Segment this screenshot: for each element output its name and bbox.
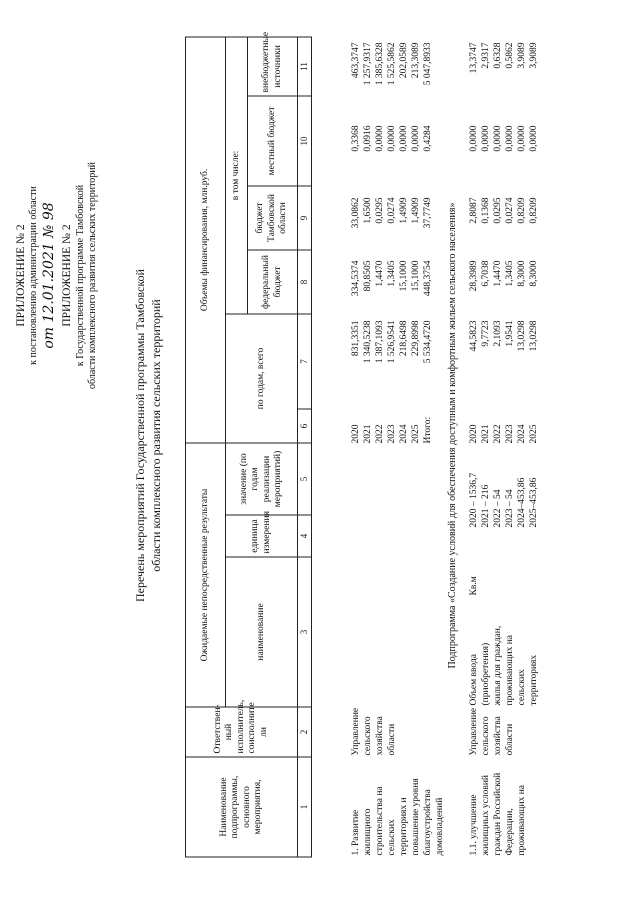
section1-executor	[350, 707, 398, 755]
text-line: сельского	[481, 715, 491, 755]
year-cell: 2021	[481, 424, 491, 443]
text-line: Управление	[351, 707, 361, 755]
value-cell: 44,5823	[469, 320, 479, 351]
value-cell: 0,0000	[493, 125, 503, 152]
text-line: жилищных условий	[481, 774, 491, 855]
subprogram-title: Подпрограмма «Создание условий для обеспечения доступным и комфортным жильем сельского населения»	[447, 202, 458, 668]
value-cell: 15,1000	[399, 260, 409, 291]
col-value-header: значение (по годам реализации мероприятий)	[226, 442, 298, 514]
section1-extra	[350, 42, 434, 100]
itogo-regional: 37,7749	[423, 197, 433, 228]
section1-local	[350, 125, 434, 170]
year-cell: 2021	[363, 424, 373, 443]
section11-unit: Кв.м	[469, 575, 479, 595]
col-number: 1	[298, 757, 312, 857]
value-cell: 2021 – 216	[481, 484, 491, 527]
text-line: благоустройства	[423, 788, 433, 855]
value-cell: 0,0000	[387, 125, 397, 152]
year-cell: 2024	[517, 424, 527, 443]
value-cell: 3,9089	[529, 42, 539, 69]
section11-result	[468, 625, 540, 705]
text-line: (приобретения)	[481, 642, 491, 705]
year-cell: 2025	[411, 424, 421, 443]
value-cell: 1 387,1093	[375, 320, 385, 363]
text-line: сельского	[363, 715, 373, 755]
annex-title: ПРИЛОЖЕНИЕ № 2	[15, 223, 27, 327]
value-cell: 13,0298	[529, 320, 539, 351]
value-cell: 13,0298	[517, 320, 527, 351]
section11-extra	[468, 42, 540, 100]
annex-title-2: ПРИЛОЖЕНИЕ № 2	[61, 223, 74, 327]
section11-values	[468, 472, 540, 527]
text-line: повышение уровня	[411, 777, 421, 855]
annex-ref: к постановлению администрации области	[28, 185, 40, 365]
col-number: 6	[298, 408, 312, 442]
col-extra-header: внебюджетные источники	[248, 36, 298, 95]
expected-results-header: Ожидаемые непосредственные результаты	[186, 442, 226, 706]
year-cell: 2024	[399, 424, 409, 443]
value-cell: 28,3989	[469, 260, 479, 291]
annex-header	[14, 65, 100, 485]
section11-executor	[468, 707, 516, 755]
itogo-extra: 5 047,8933	[423, 42, 433, 85]
title-line-1: Перечень мероприятий Государственной программы Тамбовской	[133, 268, 147, 602]
value-cell: 0,0295	[375, 197, 385, 224]
value-cell: 2,1093	[493, 320, 503, 347]
value-cell: 1,6500	[363, 197, 373, 224]
section1-total	[350, 320, 434, 400]
value-cell: 0,6328	[493, 42, 503, 69]
value-cell: 0,1368	[481, 197, 491, 224]
value-cell: 0,5862	[505, 42, 515, 69]
year-cell: 2025	[529, 424, 539, 443]
value-cell: 9,7723	[481, 320, 491, 347]
col-result-name-header: наименование	[226, 557, 298, 707]
text-line: домовладений	[435, 797, 445, 855]
value-cell: 0,0916	[363, 125, 373, 152]
value-cell: 0,0000	[411, 125, 421, 152]
year-cell: 2023	[387, 424, 397, 443]
value-cell: 0,8209	[517, 197, 527, 224]
value-cell: 13,3747	[469, 42, 479, 73]
text-line: Объем ввода	[469, 653, 479, 705]
col-number: 10	[298, 95, 312, 185]
value-cell: 0,0295	[493, 197, 503, 224]
value-cell: 0,3368	[351, 125, 361, 152]
value-cell: 8,3000	[529, 260, 539, 287]
value-cell: 3,9089	[517, 42, 527, 69]
year-cell: 2020	[351, 424, 361, 443]
col-number: 11	[298, 36, 312, 95]
value-cell: 218,6498	[399, 320, 409, 356]
value-cell: 2025–453,86	[529, 477, 539, 527]
text-line: области	[387, 723, 397, 755]
section1-regional	[350, 197, 434, 247]
value-cell: 2022 – 54	[493, 489, 503, 527]
value-cell: 831,3351	[351, 320, 361, 356]
year-cell: 2023	[505, 424, 515, 443]
year-cell: 2020	[469, 424, 479, 443]
value-cell: 1 525,5862	[387, 42, 397, 85]
document-title	[132, 85, 164, 785]
value-cell: 80,8505	[363, 260, 373, 291]
value-cell: 0,0274	[505, 197, 515, 224]
value-cell: 0,0000	[469, 125, 479, 152]
value-cell: 2,8087	[469, 197, 479, 224]
value-cell: 2020 – 1536,7	[469, 472, 479, 527]
col-number: 8	[298, 249, 312, 313]
text-line: хозяйства	[493, 715, 503, 755]
column-numbers-row	[298, 36, 312, 856]
col-name-header: Наименование подпрограммы, основного мероприятия,	[186, 757, 298, 857]
value-cell: 1 526,9541	[387, 320, 397, 363]
text-line: территориях	[529, 654, 539, 705]
text-line: строительства на	[375, 785, 385, 855]
col-number: 4	[298, 515, 312, 557]
text-line: сельских	[517, 668, 527, 705]
text-line: проживающих на	[505, 634, 515, 705]
value-cell: 1 340,5238	[363, 320, 373, 363]
text-line: жилья для граждан,	[493, 625, 503, 705]
text-line: жилищного	[363, 807, 373, 855]
col-number: 5	[298, 442, 312, 514]
value-cell: 0,0000	[517, 125, 527, 152]
value-cell: 1,4909	[399, 197, 409, 224]
measures-table	[185, 31, 312, 857]
itogo-label: Итого:	[423, 416, 433, 443]
title-line-2: области комплексного развития сельских территорий	[149, 298, 164, 572]
col-number: 2	[298, 707, 312, 757]
text-line: хозяйства	[375, 715, 385, 755]
value-cell: 15,1000	[411, 260, 421, 291]
col-executor-header: Ответствен-ный исполнитель, соисполните ли	[186, 707, 298, 757]
text-line: территориях и	[399, 796, 409, 855]
col-regional-header: бюджет Тамбовской области	[248, 185, 298, 249]
value-cell: 2,9317	[481, 42, 491, 69]
value-cell: 6,7038	[481, 260, 491, 287]
itogo-federal: 448,3754	[423, 260, 433, 296]
value-cell: 1,9541	[505, 320, 515, 347]
text-line: граждан Российской	[493, 772, 503, 855]
value-cell: 334,5374	[351, 260, 361, 296]
text-line: 1. Развитие	[351, 809, 361, 855]
value-cell: 1,4470	[375, 260, 385, 287]
value-cell: 1,3405	[505, 260, 515, 287]
section11-regional	[468, 197, 540, 247]
text-line: Управление	[469, 707, 479, 755]
value-cell: 8,3000	[517, 260, 527, 287]
value-cell: 1,4909	[411, 197, 421, 224]
value-cell: 1 257,9317	[363, 42, 373, 85]
value-cell: 2024–453,86	[517, 477, 527, 527]
annex-program-2: области комплексного развития сельских территорий	[87, 161, 99, 389]
value-cell: 0,0000	[505, 125, 515, 152]
col-local-header: местный бюджет	[248, 95, 298, 185]
itogo-total: 5 534,4720	[423, 320, 433, 363]
value-cell: 0,0000	[481, 125, 491, 152]
text-line: Федерации,	[505, 807, 515, 855]
col-total-header: по годам, всего	[226, 313, 298, 442]
section11-federal	[468, 260, 540, 310]
value-cell: 1 385,6328	[375, 42, 385, 85]
text-line: 1.1. улучшение	[469, 793, 479, 855]
value-cell: 0,8209	[529, 197, 539, 224]
handwritten-date: от 12.01.2021 № 98	[40, 201, 57, 349]
col-number: 3	[298, 557, 312, 707]
including-header: в том числе:	[226, 36, 248, 313]
value-cell: 0,0274	[387, 197, 397, 224]
year-cell: 2022	[375, 424, 385, 443]
section11-years	[468, 424, 540, 443]
value-cell: 0,0000	[375, 125, 385, 152]
value-cell: 33,0862	[351, 197, 361, 228]
value-cell: 0,0000	[399, 125, 409, 152]
value-cell: 213,3089	[411, 42, 421, 78]
col-unit-header: единица измерения	[226, 515, 298, 557]
col-number: 9	[298, 185, 312, 249]
text-line: области	[505, 723, 515, 755]
section1-federal	[350, 260, 434, 310]
section11-local	[468, 125, 540, 170]
col-federal-header: федеральный бюджет	[248, 249, 298, 313]
value-cell: 2023 – 54	[505, 489, 515, 527]
value-cell: 1,3405	[387, 260, 397, 287]
year-cell: 2022	[493, 424, 503, 443]
value-cell: 0,0000	[529, 125, 539, 152]
value-cell: 229,8998	[411, 320, 421, 356]
col-number: 7	[298, 313, 312, 408]
value-cell: 1,4470	[493, 260, 503, 287]
annex-program-1: к Государственной программе Тамбовской	[74, 184, 86, 366]
value-cell: 463,3747	[351, 42, 361, 78]
section11-total	[468, 320, 540, 400]
text-line: проживающих на	[517, 784, 527, 855]
value-cell: 202,0589	[399, 42, 409, 78]
itogo-local: 0,4284	[423, 125, 433, 152]
funding-header: Объемы финансирования, млн.руб.	[186, 36, 226, 442]
text-line: сельских	[387, 818, 397, 855]
section1-name	[350, 778, 446, 855]
section11-name	[468, 772, 528, 855]
section1-years	[350, 416, 434, 443]
